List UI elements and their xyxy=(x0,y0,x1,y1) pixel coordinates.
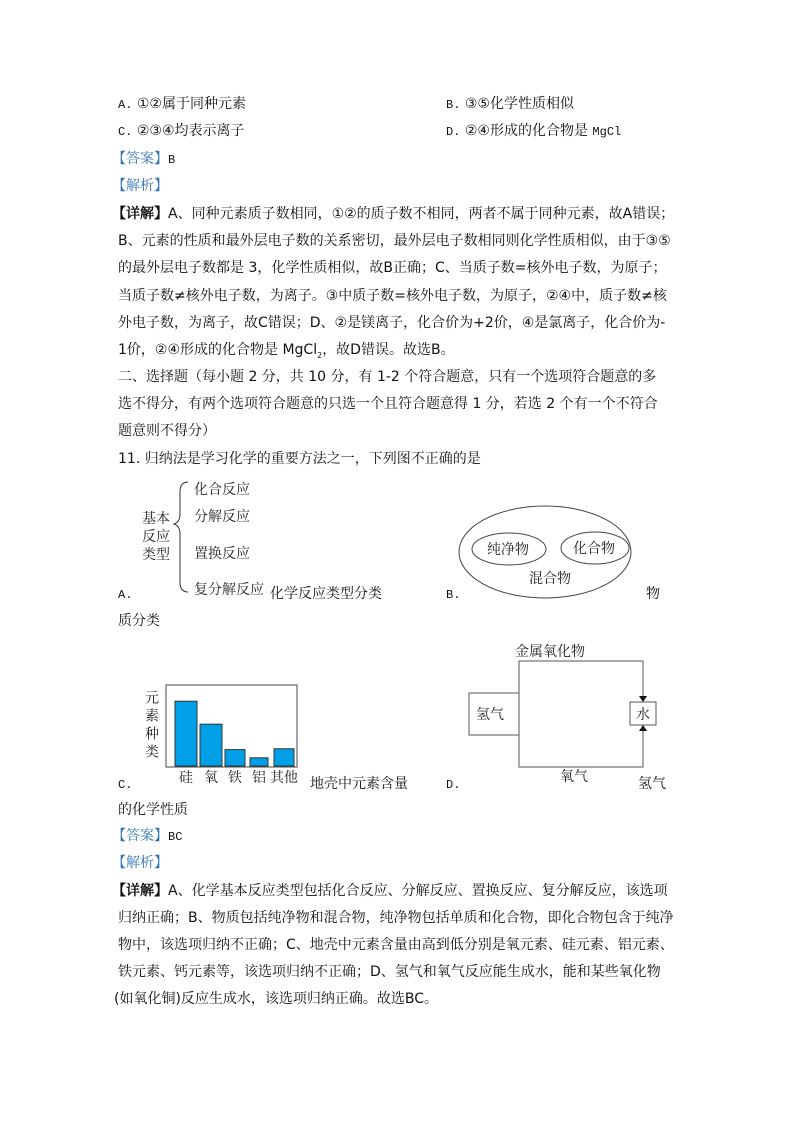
question-stem: 11. 归纳法是学习化学的重要方法之一，下列图不正确的是 xyxy=(118,451,481,467)
connector-line xyxy=(519,661,643,698)
option-text: ②④形成的化合物是 xyxy=(464,123,588,139)
hydrogen-label: 氢气 xyxy=(476,707,504,723)
option-caption: 物 xyxy=(646,586,660,602)
answer-value: B xyxy=(168,153,176,167)
x-tick-label: 铁 xyxy=(228,770,242,786)
oxygen-label: 氧气 xyxy=(560,769,588,785)
option-caption: 化学反应类型分类 xyxy=(270,586,382,602)
section-heading-line: 题意则不得分） xyxy=(118,423,216,439)
option-d xyxy=(446,122,621,140)
answer-tag: 【答案】 xyxy=(112,151,168,167)
substance-classification-diagram xyxy=(455,500,640,605)
arrow-down-icon xyxy=(639,696,647,702)
answer-line xyxy=(112,150,175,168)
analysis-tag: 【解析】 xyxy=(112,855,168,871)
detail-text: 1价，②④形成的化合物是 MgCl xyxy=(118,342,318,358)
detail-line xyxy=(118,341,455,359)
detail-line: B、元素的性质和最外层电子数的关系密切，最外层电子数相同则化学性质相似，由于③⑤ xyxy=(118,233,671,249)
detail-tag: 【详解】 xyxy=(112,883,168,899)
option-text: ①②属于同种元素 xyxy=(136,96,246,112)
water-label: 水 xyxy=(636,707,650,723)
option-letter: B. xyxy=(446,98,461,112)
element-content-chart xyxy=(140,680,305,790)
reaction-type: 复分解反应 xyxy=(194,582,264,598)
group-label: 类型 xyxy=(142,547,170,563)
mixture-label: 混合物 xyxy=(529,571,571,587)
metal-oxide-label: 金属氧化物 xyxy=(515,644,585,660)
detail-line: (如氧化铜)反应生成水，该选项归纳正确。故选BC。 xyxy=(114,991,439,1007)
detail-line: 归纳正确；B、物质包括纯净物和混合物，纯净物包括单质和化合物，即化合物包含于纯净 xyxy=(118,910,674,926)
bar-1 xyxy=(200,724,222,766)
compound-label: 化合物 xyxy=(573,541,615,557)
x-tick-label: 硅 xyxy=(179,770,193,786)
bars-group xyxy=(175,701,294,766)
subscript: 2 xyxy=(317,350,323,360)
y-axis-label: 元素种类 xyxy=(143,690,159,762)
option-text: ②③④均表示离子 xyxy=(136,123,245,139)
option-letter: D. xyxy=(446,125,461,139)
option-caption: 氢气 xyxy=(638,776,666,792)
option-letter: C. xyxy=(118,125,133,139)
detail-line: 当质子数≠核外电子数，为离子。③中质子数=核外电子数，为原子，②④中，质子数≠核 xyxy=(118,288,667,304)
option-letter: D. xyxy=(446,778,461,792)
x-tick-labels xyxy=(179,769,298,786)
option-c xyxy=(118,122,245,140)
detail-line: 外电子数，为离子，故C错误；D、②是镁离子，化合价为+2价，④是氯离子，化合价为- xyxy=(118,315,666,331)
detail-line xyxy=(112,882,668,900)
option-b xyxy=(446,95,574,113)
group-label: 反应 xyxy=(142,529,170,545)
bar-2 xyxy=(225,750,245,766)
answer-tag: 【答案】 xyxy=(112,828,168,844)
formula: MgCl xyxy=(592,125,622,139)
bar-0 xyxy=(175,701,197,766)
x-tick-label: 其他 xyxy=(270,770,298,786)
detail-text: A、同种元素质子数相同，①②的质子数不相同，两者不属于同种元素，故A错误； xyxy=(168,206,675,222)
brace-icon xyxy=(174,482,188,592)
detail-line: 物中，该选项归纳不正确；C、地壳中元素含量由高到低分别是氧元素、硅元素、铝元素、 xyxy=(118,937,674,953)
answer-value: BC xyxy=(168,830,183,844)
option-letter: C. xyxy=(118,778,133,792)
reaction-type: 分解反应 xyxy=(194,509,250,525)
section-heading-line: 二、选择题（每小题 2 分，共 10 分，有 1-2 个符合题意，只有一个选项符合题意的多 xyxy=(118,369,657,385)
option-letter: B. xyxy=(446,588,461,602)
pure-substance-label: 纯净物 xyxy=(487,542,529,558)
x-tick-label: 氧 xyxy=(204,770,218,786)
reaction-type: 置换反应 xyxy=(194,546,250,562)
option-caption: 的化学性质 xyxy=(118,802,188,818)
reaction-types-diagram xyxy=(130,478,280,603)
section-heading-line: 选不得分，有两个选项符合题意的只选一个且符合题意得 1 分，若选 2 个有一个不符合 xyxy=(118,396,658,412)
reaction-type: 化合反应 xyxy=(194,482,250,498)
option-letter: A. xyxy=(118,588,133,602)
detail-line: 铁元素、钙元素等，该选项归纳不正确；D、氢气和氧气反应能生成水，能和某些氧化物 xyxy=(118,964,661,980)
option-letter: A. xyxy=(118,98,133,112)
option-text: ③⑤化学性质相似 xyxy=(464,96,574,112)
x-tick-label: 铝 xyxy=(252,770,266,786)
connector-line xyxy=(519,731,643,767)
option-a xyxy=(118,95,246,113)
hydrogen-properties-diagram xyxy=(460,638,660,788)
detail-tag: 【详解】 xyxy=(112,206,168,222)
arrow-up-icon xyxy=(639,725,647,731)
option-caption: 质分类 xyxy=(118,613,160,629)
option-caption: 地壳中元素含量 xyxy=(310,776,408,792)
answer-line xyxy=(112,827,182,845)
detail-line xyxy=(112,205,674,223)
bar-3 xyxy=(250,758,268,766)
analysis-tag: 【解析】 xyxy=(112,178,168,194)
bar-4 xyxy=(274,749,294,766)
detail-text: A、化学基本反应类型包括化合反应、分解反应、置换反应、复分解反应，该选项 xyxy=(168,883,668,899)
detail-text: ，故D错误。故选B。 xyxy=(322,342,455,358)
detail-line: 的最外层电子数都是 3，化学性质相似，故B正确；C、当质子数=核外电子数，为原子； xyxy=(118,260,667,276)
group-label: 基本 xyxy=(142,511,170,527)
